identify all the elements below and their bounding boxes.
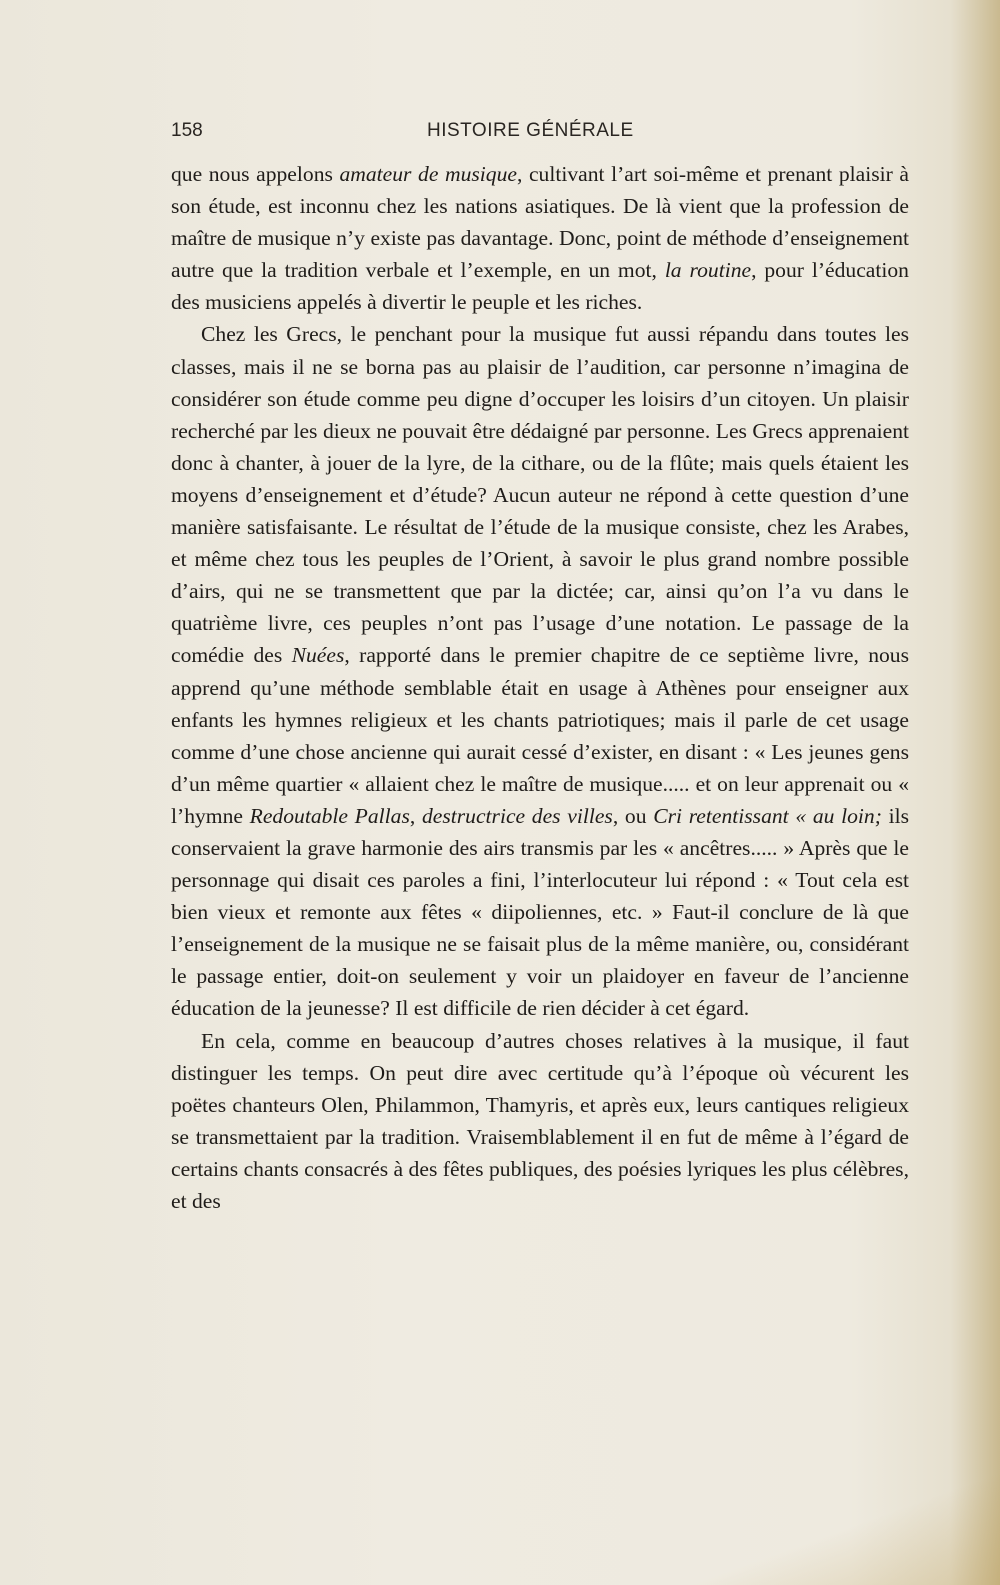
text-run: Chez les Grecs, le penchant pour la musique fut aussi répandu dans toutes les classes, mais il ne se borna pas au plaisir de l’audition, car personne n’imagina de considérer son étude comme peu digne d’occuper les loisirs d’un citoyen. Un plaisir recherché par les dieux ne pouvait être dédaigné par personne. Les Grecs apprenaient donc à chanter, à jouer de la lyre, de la cithare, ou de la flûte; mais quels étaient les moyens d’enseignement et d’étude? Aucun auteur ne répond à cette question d’une manière satisfaisante. Le résultat de l’étude de la musique consiste, chez les Arabes, et même chez tous les peuples de l’Orient, à savoir le plus grand nombre possible d’airs, qui ne se transmettent que par la dictée; car, ainsi qu’on l’a vu dans le quatrième livre, ces peuples n’ont pas l’usage d’une notation. Le passage de la comédie des [171,322,909,668]
paragraph-3 [171,1025,909,1218]
text-run: En cela, comme en beaucoup d’autres choses relatives à la musique, il faut distinguer les temps. On peut dire avec certitude qu’à l’époque où vécurent les poëtes chanteurs Olen, Philammon, Thamyris, et après eux, leurs cantiques religieux se transmettaient par la tradition. Vraisemblablement il en fut de même à l’égard de certains chants consacrés à des fêtes publiques, des poésies lyriques les plus célèbres, et des [171,1028,909,1213]
text-run: , pour l’éducation des musiciens appelés à divertir le peuple et les riches. [171,258,909,315]
page-header [171,120,911,146]
paragraph-1 [171,158,909,318]
page-number: 158 [171,120,203,141]
text-run: , cultivant l’art soi-même et prenant plaisir à son étude, est inconnu chez les nations asiatiques. De là vient que la profession de maître de musique n’y existe pas davantage. Donc, point de méthode d’enseignement autre que la tradition verbale et l’exemple, en un mot, [171,162,909,283]
italic-run: destructrice des villes [421,803,613,828]
italic-run: amateur de musique [339,162,517,186]
paragraph-2 [171,318,909,1024]
text-run: , rapporté dans le premier chapitre de ce septième livre, nous apprend qu’une méthode semblable était en usage à Athènes pour enseigner aux enfants les hymnes religieux et les chants patriotiques; mais il parle de cet usage comme d’une chose ancienne qui aurait cessé d’exister, en disant : « Les jeunes gens d’un même quartier « allaient chez le maître de musique..... et on leur apprenait ou « l’hymne [171,643,909,828]
italic-run: Cri retentissant « au loin; [653,803,882,828]
italic-run: Redoutable Pallas [249,803,410,828]
text-run: ils conservaient la grave harmonie des airs transmis par les « ancêtres..... » Après que le personnage qui disait ces paroles a fini, l’interlocuteur lui répond : « Tout cela est bien vieux et remonte aux fêtes « diipoliennes, etc. » Faut-il conclure de là que l’enseignement de la musique ne se faisait plus de la même manière, ou, considérant le passage entier, doit-on seulement y voir un plaidoyer en faveur de l’ancienne éducation de la jeunesse? Il est difficile de rien décider à cet égard. [171,803,909,1021]
text-run: , [409,803,422,828]
italic-run: la routine [664,258,752,283]
text-run: que nous appelons [171,162,340,186]
text-run: , ou [612,803,654,828]
running-title: HISTOIRE GÉNÉRALE [427,120,634,141]
italic-run: Nuées [291,643,345,668]
body-text [171,158,909,1217]
